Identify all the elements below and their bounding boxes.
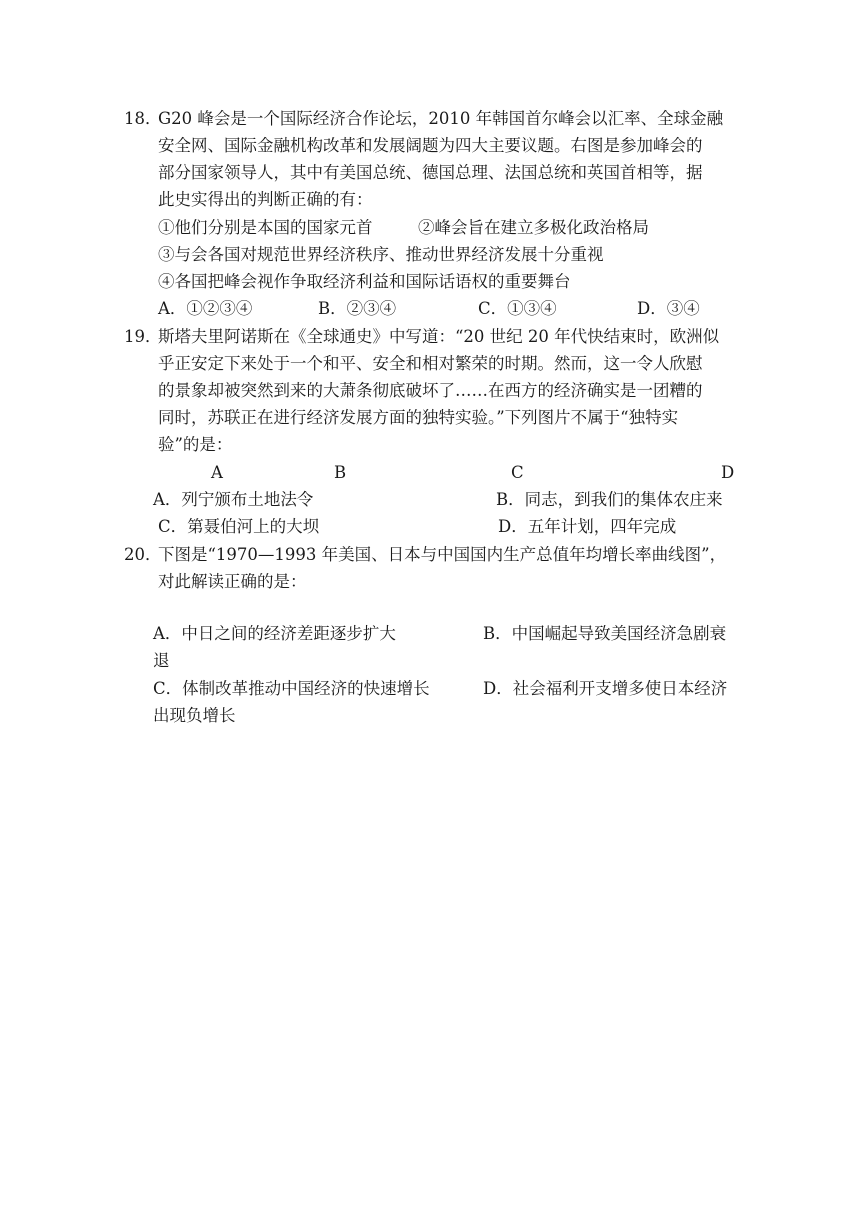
option-d: D．五年计划，四年完成 xyxy=(498,517,677,536)
option-c: C．①③④ xyxy=(478,299,557,318)
statement-3: ③与会各国对规范世界经济秩序、推动世界经济发展十分重视 xyxy=(158,245,604,264)
question-stem-line: 安全网、国际金融机构改革和发展阔题为四大主要议题。右图是参加峰会的 xyxy=(158,136,703,155)
statement-4: ④各国把峰会视作争取经济利益和国际话语权的重要舞台 xyxy=(158,272,571,291)
question-number: 19． xyxy=(124,327,162,346)
question-stem-line: 验”的是： xyxy=(158,435,233,454)
option-b: B．②③④ xyxy=(318,299,397,318)
picture-label-d: D xyxy=(721,463,735,482)
option-a: A．列宁颁布土地法令 xyxy=(153,490,314,509)
question-stem-line: 乎正安定下来处于一个和平、安全和相对繁荣的时期。然而，这一令人欣慰 xyxy=(158,354,703,373)
question-stem-line: 斯塔夫里阿诺斯在《全球通史》中写道：“20 世纪 20 年代快结束时，欧洲似 xyxy=(158,327,720,346)
statement-1: ①他们分别是本国的国家元首 xyxy=(158,218,373,237)
question-stem-line: 的景象却被突然到来的大萧条彻底破坏了……在西方的经济确实是一团糟的 xyxy=(158,381,703,400)
question-stem-line: 部分国家领导人，其中有美国总统、德国总理、法国总统和英国首相等，据 xyxy=(158,163,703,182)
option-b: B．中国崛起导致美国经济急剧衰 xyxy=(483,624,727,643)
picture-label-b: B xyxy=(334,463,347,482)
option-d: D．③④ xyxy=(637,299,700,318)
question-stem-line: G20 峰会是一个国际经济合作论坛，2010 年韩国首尔峰会以汇率、全球金融 xyxy=(158,109,724,128)
option-c: C．体制改革推动中国经济的快速增长 xyxy=(153,679,430,698)
statement-2: ②峰会旨在建立多极化政治格局 xyxy=(418,218,649,237)
question-stem-line: 同时，苏联正在进行经济发展方面的独特实验。”下列图片不属于“独特实 xyxy=(158,408,679,427)
option-c: C．第聂伯河上的大坝 xyxy=(158,517,320,536)
option-b: B．同志，到我们的集体农庄来 xyxy=(496,490,723,509)
question-number: 20． xyxy=(124,545,162,564)
question-stem-line: 下图是“1970—1993 年美国、日本与中国国内生产总值年均增长率曲线图”， xyxy=(158,545,727,564)
question-stem-line: 对此解读正确的是： xyxy=(158,572,307,591)
picture-label-c: C xyxy=(511,463,524,482)
option-b-continued: 退 xyxy=(153,651,170,670)
question-number: 18． xyxy=(124,109,162,128)
option-d-continued: 出现负增长 xyxy=(153,706,236,725)
option-d: D．社会福利开支增多使日本经济 xyxy=(483,679,728,698)
question-stem-line: 此史实得出的判断正确的有： xyxy=(158,190,373,209)
picture-label-a: A xyxy=(211,463,223,482)
option-a: A．①②③④ xyxy=(158,299,253,318)
option-a: A．中日之间的经济差距逐步扩大 xyxy=(153,624,396,643)
